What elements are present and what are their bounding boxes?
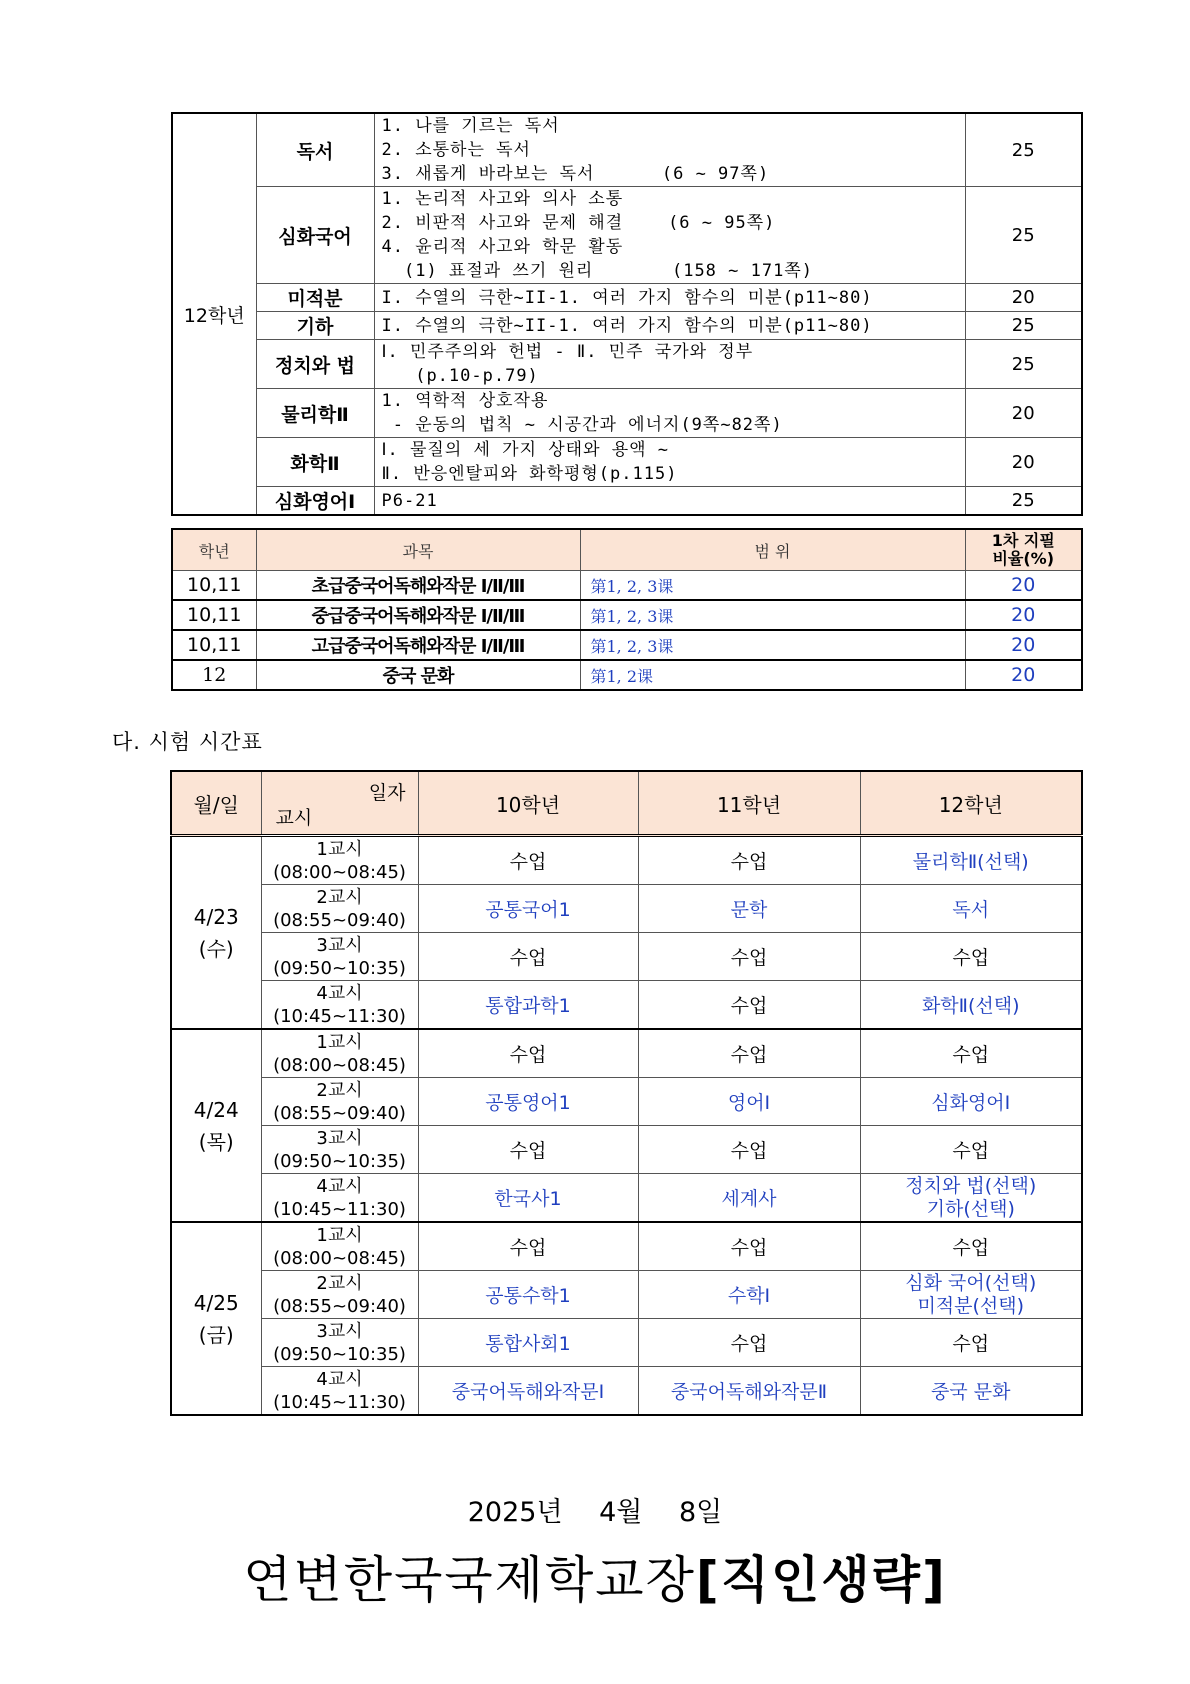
exam-cell-g10: 수업 [418, 836, 638, 885]
subject-cell: 정치와 법 [256, 340, 374, 389]
exam-range-table-12 [171, 112, 1083, 516]
header-grade-11: 11학년 [638, 771, 860, 836]
range-cell: 第1, 2课 [580, 660, 965, 690]
range-line: 2. 소통하는 독서 [381, 140, 531, 160]
exam-cell-g10: 수업 [418, 1222, 638, 1271]
range-cell [374, 312, 965, 340]
range-line: 4. 윤리적 사고와 학문 활동 [381, 237, 624, 257]
period-label: 2교시 [316, 1272, 363, 1294]
exam-cell-g11: 수업 [638, 1222, 860, 1271]
range-cell [374, 113, 965, 187]
issue-date [0, 1490, 1190, 1529]
subject-cell: 중급중국어독해와작문 Ⅰ/Ⅱ/Ⅲ [256, 600, 580, 630]
exam-cell-g11: 수업 [638, 981, 860, 1030]
subject-cell: 중국 문화 [256, 660, 580, 690]
range-line: Ⅰ. 민주주의와 헌법 - Ⅱ. 민주 국가와 정부 [381, 342, 754, 362]
exam-cell-g12: 수업 [860, 1029, 1082, 1078]
exam-cell-g12: 물리학Ⅱ(선택) [860, 836, 1082, 885]
table-row [172, 187, 1082, 284]
exam-subject: 미적분(선택) [917, 1294, 1025, 1317]
exam-cell-g10: 통합과학1 [418, 981, 638, 1030]
period-cell [261, 1367, 418, 1416]
period-cell [261, 1222, 418, 1271]
issue-day: 8일 [678, 1497, 723, 1528]
grade-cell: 10,11 [172, 571, 256, 601]
period-cell [261, 1174, 418, 1223]
table-row [171, 885, 1082, 933]
percent-cell: 25 [965, 487, 1082, 516]
table-row [171, 836, 1082, 885]
exam-subject: 심화 국어(선택) [905, 1271, 1037, 1294]
header-grade-12: 12학년 [860, 771, 1082, 836]
exam-cell-g12: 수업 [860, 933, 1082, 981]
period-cell [261, 1029, 418, 1078]
table-row [172, 113, 1082, 187]
range-cell [374, 438, 965, 487]
table-row [171, 1222, 1082, 1271]
exam-cell-g10: 한국사1 [418, 1174, 638, 1223]
period-cell [261, 1078, 418, 1126]
header-diagonal-cell [261, 771, 418, 836]
period-time: (09:50~10:35) [273, 957, 406, 979]
table-row [171, 981, 1082, 1030]
percent-cell: 20 [965, 630, 1082, 660]
range-line: I. 수열의 극한~II-1. 여러 가지 함수의 미분(p11~80) [381, 287, 873, 308]
period-time: (08:00~08:45) [273, 1247, 406, 1269]
period-cell [261, 836, 418, 885]
period-time: (08:55~09:40) [273, 1295, 406, 1317]
table-row [171, 1078, 1082, 1126]
table-header-row [172, 529, 1082, 571]
table-row [171, 933, 1082, 981]
exam-cell-g12: 독서 [860, 885, 1082, 933]
header-date: 월/일 [171, 771, 261, 836]
exam-cell-g10: 수업 [418, 1029, 638, 1078]
range-line: (p.10-p.79) [381, 366, 539, 386]
period-time: (10:45~11:30) [273, 1391, 406, 1413]
table-row [172, 487, 1082, 516]
exam-cell-g11: 수업 [638, 1029, 860, 1078]
range-line: (1) 표절과 쓰기 원리 (158 ~ 171쪽) [381, 261, 813, 281]
period-cell [261, 1319, 418, 1367]
period-label: 4교시 [316, 1368, 363, 1390]
subject-cell: 심화영어Ⅰ [256, 487, 374, 516]
range-cell [374, 187, 965, 284]
exam-cell-g10: 중국어독해와작문Ⅰ [418, 1367, 638, 1416]
period-label: 3교시 [316, 934, 363, 956]
period-label: 4교시 [316, 982, 363, 1004]
range-cell: 第1, 2, 3课 [580, 571, 965, 601]
header-day-label: 일자 [368, 782, 406, 804]
principal-title: 연변한국국제학교장 [243, 1551, 696, 1609]
range-cell [374, 284, 965, 312]
exam-cell-g10: 공통영어1 [418, 1078, 638, 1126]
subject-cell: 심화국어 [256, 187, 374, 284]
period-label: 3교시 [316, 1320, 363, 1342]
exam-cell-g11: 수업 [638, 836, 860, 885]
percent-cell: 20 [965, 284, 1082, 312]
percent-cell: 25 [965, 312, 1082, 340]
table-row [172, 660, 1082, 690]
period-time: (08:55~09:40) [273, 1102, 406, 1124]
date-cell [171, 1222, 261, 1415]
period-time: (09:50~10:35) [273, 1150, 406, 1172]
exam-cell-g10: 공통국어1 [418, 885, 638, 933]
table-row [171, 1126, 1082, 1174]
subject-cell: 미적분 [256, 284, 374, 312]
grade-cell: 10,11 [172, 630, 256, 660]
exam-cell-g11: 영어Ⅰ [638, 1078, 860, 1126]
exam-subject: 정치와 법(선택) [905, 1174, 1037, 1197]
table-row [171, 1367, 1082, 1416]
grade-cell: 12 [172, 660, 256, 690]
table-row [172, 340, 1082, 389]
header-grade: 학년 [172, 529, 256, 571]
percent-cell: 25 [965, 340, 1082, 389]
header-subject: 과목 [256, 529, 580, 571]
date-label: 4/24 [193, 1097, 239, 1122]
table-row [172, 389, 1082, 438]
percent-cell: 25 [965, 113, 1082, 187]
range-cell [374, 487, 965, 516]
table-row [172, 438, 1082, 487]
date-label: 4/25 [193, 1290, 239, 1315]
percent-cell: 20 [965, 571, 1082, 601]
range-line: Ⅰ. 물질의 세 가지 상태와 용액 ~ [381, 440, 670, 460]
table-row [172, 312, 1082, 340]
subject-cell: 독서 [256, 113, 374, 187]
range-line: 1. 역학적 상호작용 [381, 391, 549, 411]
period-label: 2교시 [316, 886, 363, 908]
exam-cell-g12 [860, 1271, 1082, 1319]
exam-cell-g12: 수업 [860, 1222, 1082, 1271]
exam-cell-g12: 중국 문화 [860, 1367, 1082, 1416]
date-cell [171, 836, 261, 1030]
range-line: - 운동의 법칙 ~ 시공간과 에너지(9쪽~82쪽) [381, 415, 783, 435]
date-cell [171, 1029, 261, 1222]
percent-cell: 20 [965, 600, 1082, 630]
range-line: 1. 나를 기르는 독서 [381, 116, 560, 136]
exam-cell-g12: 심화영어Ⅰ [860, 1078, 1082, 1126]
period-label: 1교시 [316, 1224, 363, 1246]
schedule-header-row [171, 771, 1082, 836]
subject-cell: 고급중국어독해와작문 Ⅰ/Ⅱ/Ⅲ [256, 630, 580, 660]
range-line: P6-21 [381, 490, 438, 511]
exam-cell-g10: 공통수학1 [418, 1271, 638, 1319]
range-cell: 第1, 2, 3课 [580, 630, 965, 660]
period-time: (10:45~11:30) [273, 1005, 406, 1027]
period-cell [261, 1126, 418, 1174]
header-percent: 1차 지필 비율(%) [965, 529, 1082, 571]
exam-cell-g12: 수업 [860, 1319, 1082, 1367]
chinese-range-table [171, 528, 1083, 691]
table-row [171, 1319, 1082, 1367]
subject-cell: 물리학Ⅱ [256, 389, 374, 438]
grade-cell: 12학년 [172, 113, 256, 515]
schedule-heading: 다. 시험 시간표 [112, 730, 263, 754]
period-time: (09:50~10:35) [273, 1343, 406, 1365]
grade-cell: 10,11 [172, 600, 256, 630]
period-time: (08:00~08:45) [273, 1054, 406, 1076]
range-cell: 第1, 2, 3课 [580, 600, 965, 630]
seal-omitted: [직인생략] [695, 1551, 947, 1609]
period-label: 3교시 [316, 1127, 363, 1149]
date-label: 4/23 [193, 904, 239, 929]
exam-cell-g11: 문학 [638, 885, 860, 933]
weekday-label: (목) [198, 1129, 234, 1154]
period-label: 1교시 [316, 838, 363, 860]
subject-cell: 화학Ⅱ [256, 438, 374, 487]
percent-cell: 20 [965, 438, 1082, 487]
exam-cell-g11: 세계사 [638, 1174, 860, 1223]
exam-schedule-table [170, 770, 1083, 1416]
exam-cell-g12 [860, 1174, 1082, 1223]
percent-cell: 20 [965, 389, 1082, 438]
exam-cell-g12: 화학Ⅱ(선택) [860, 981, 1082, 1030]
period-cell [261, 885, 418, 933]
period-label: 1교시 [316, 1031, 363, 1053]
range-line: Ⅱ. 반응엔탈피와 화학평형(p.115) [381, 464, 678, 484]
issue-year: 2025년 [467, 1497, 563, 1528]
period-time: (08:55~09:40) [273, 909, 406, 931]
table-row [172, 630, 1082, 660]
range-line: 2. 비판적 사고와 문제 해결 (6 ~ 95쪽) [381, 213, 776, 233]
exam-cell-g11: 수학Ⅰ [638, 1271, 860, 1319]
exam-cell-g10: 통합사회1 [418, 1319, 638, 1367]
percent-cell: 20 [965, 660, 1082, 690]
header-grade-10: 10학년 [418, 771, 638, 836]
table-row [171, 1174, 1082, 1223]
subject-cell: 기하 [256, 312, 374, 340]
period-label: 4교시 [316, 1175, 363, 1197]
period-cell [261, 1271, 418, 1319]
period-cell [261, 933, 418, 981]
table-row [172, 571, 1082, 601]
weekday-label: (금) [198, 1322, 234, 1347]
exam-cell-g12: 수업 [860, 1126, 1082, 1174]
percent-cell: 25 [965, 187, 1082, 284]
exam-cell-g11: 수업 [638, 1319, 860, 1367]
exam-subject: 기하(선택) [926, 1197, 1015, 1220]
header-period-label: 교시 [275, 807, 313, 829]
table-row [171, 1029, 1082, 1078]
exam-cell-g11: 수업 [638, 933, 860, 981]
period-cell [261, 981, 418, 1030]
principal-signature [0, 1540, 1190, 1612]
weekday-label: (수) [198, 936, 234, 961]
range-line: I. 수열의 극한~II-1. 여러 가지 함수의 미분(p11~80) [381, 315, 873, 336]
table-row [171, 1271, 1082, 1319]
exam-cell-g10: 수업 [418, 1126, 638, 1174]
exam-cell-g11: 수업 [638, 1126, 860, 1174]
exam-cell-g10: 수업 [418, 933, 638, 981]
range-line: 3. 새롭게 바라보는 독서 (6 ~ 97쪽) [381, 164, 770, 184]
period-label: 2교시 [316, 1079, 363, 1101]
table-row [172, 600, 1082, 630]
table-row [172, 284, 1082, 312]
header-range: 범 위 [580, 529, 965, 571]
subject-cell: 초급중국어독해와작문 Ⅰ/Ⅱ/Ⅲ [256, 571, 580, 601]
range-line: 1. 논리적 사고와 의사 소통 [381, 189, 624, 209]
period-time: (10:45~11:30) [273, 1198, 406, 1220]
exam-cell-g11: 중국어독해와작문Ⅱ [638, 1367, 860, 1416]
range-cell [374, 389, 965, 438]
period-time: (08:00~08:45) [273, 861, 406, 883]
range-cell [374, 340, 965, 389]
issue-month: 4월 [599, 1497, 643, 1528]
